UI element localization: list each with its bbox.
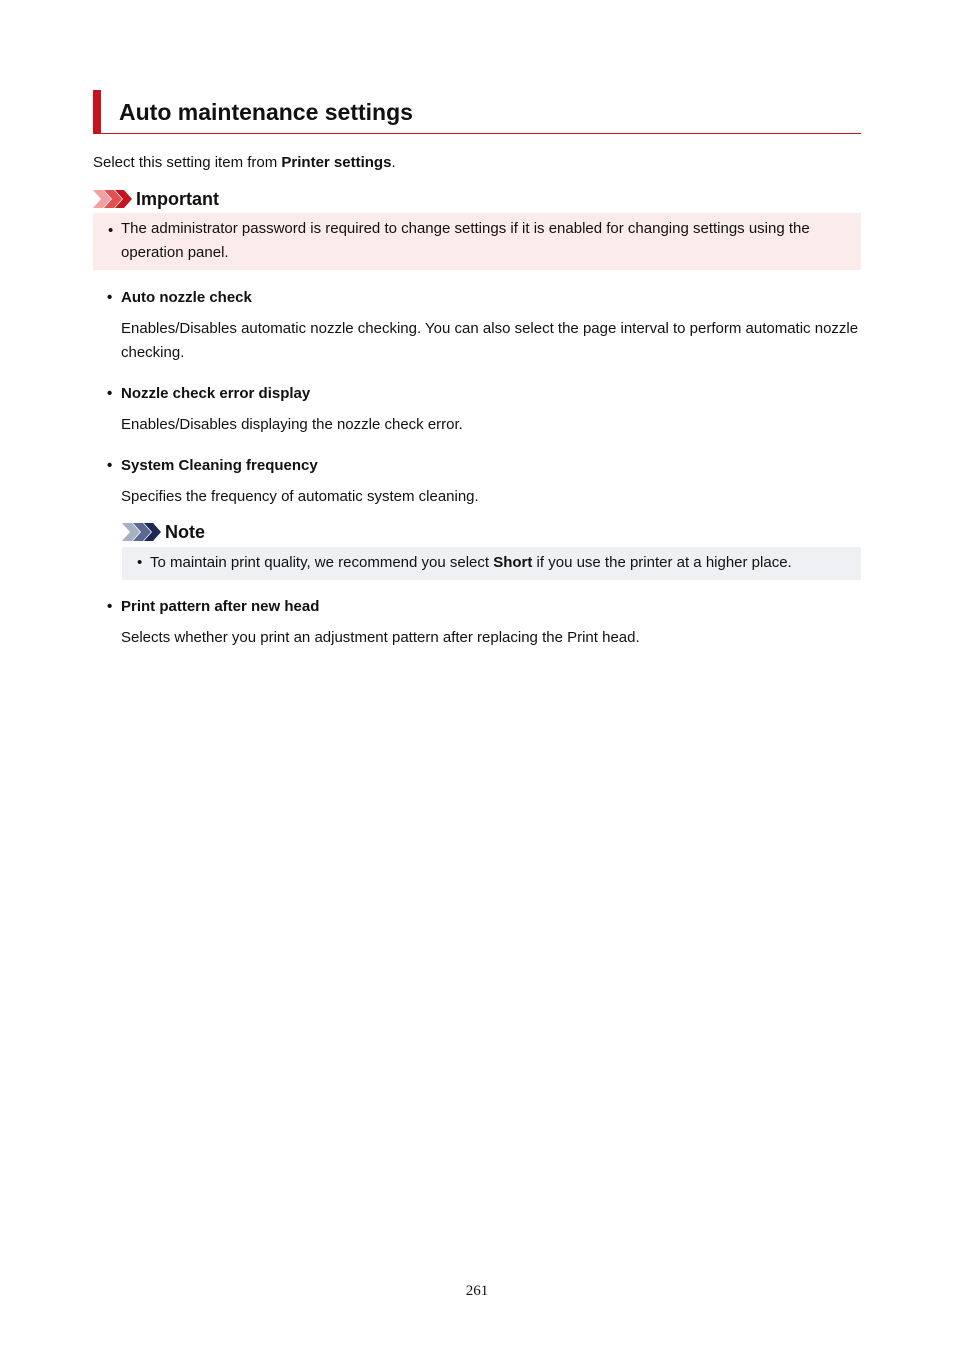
important-arrows-icon (93, 190, 133, 208)
bullet: • (107, 457, 113, 474)
page-title: Auto maintenance settings (119, 99, 413, 125)
bullet: • (107, 598, 113, 615)
important-label: Important (136, 189, 219, 209)
item-title-text: Nozzle check error display (121, 385, 311, 402)
item-title-nozzle-check-error-display (107, 384, 310, 404)
intro-bold: Printer settings (281, 154, 392, 171)
bullet: • (108, 222, 114, 239)
bullet: • (107, 289, 113, 306)
note-box (122, 547, 861, 580)
item-title-text: Print pattern after new head (121, 598, 320, 615)
note-label: Note (165, 522, 205, 542)
item-title-text: Auto nozzle check (121, 289, 252, 306)
item-title-auto-nozzle-check (107, 288, 252, 308)
item-title-system-cleaning-frequency (107, 456, 318, 476)
important-item: The administrator password is required to change settings if it is enabled for changing settings using the operation panel. (121, 220, 810, 261)
note-arrows-icon (122, 523, 162, 541)
item-desc-print-pattern-after-new-head: Selects whether you print an adjustment pattern after replacing the Print head. (121, 629, 640, 646)
note-bold: Short (493, 554, 533, 571)
intro-suffix: . (391, 154, 396, 171)
note-text (150, 552, 792, 574)
item-title-text: System Cleaning frequency (121, 457, 318, 474)
note-prefix: To maintain print quality, we recommend you select (150, 554, 494, 571)
item-desc-auto-nozzle-check: Enables/Disables automatic nozzle checking. You can also select the page interval to perform automatic nozzle checking. (121, 320, 859, 361)
heading-accent-bar (93, 90, 101, 133)
item-desc-nozzle-check-error-display: Enables/Disables displaying the nozzle check error. (121, 416, 463, 433)
section-heading (93, 90, 861, 134)
page-number: 261 (465, 1283, 489, 1299)
bullet: • (137, 554, 143, 571)
item-desc-system-cleaning-frequency: Specifies the frequency of automatic system cleaning. (121, 488, 479, 505)
item-title-print-pattern-after-new-head (107, 597, 319, 617)
note-suffix: if you use the printer at a higher place. (532, 554, 792, 571)
bullet: • (107, 385, 113, 402)
intro-prefix: Select this setting item from (93, 154, 282, 171)
intro-text (93, 153, 396, 173)
important-box (93, 213, 861, 270)
